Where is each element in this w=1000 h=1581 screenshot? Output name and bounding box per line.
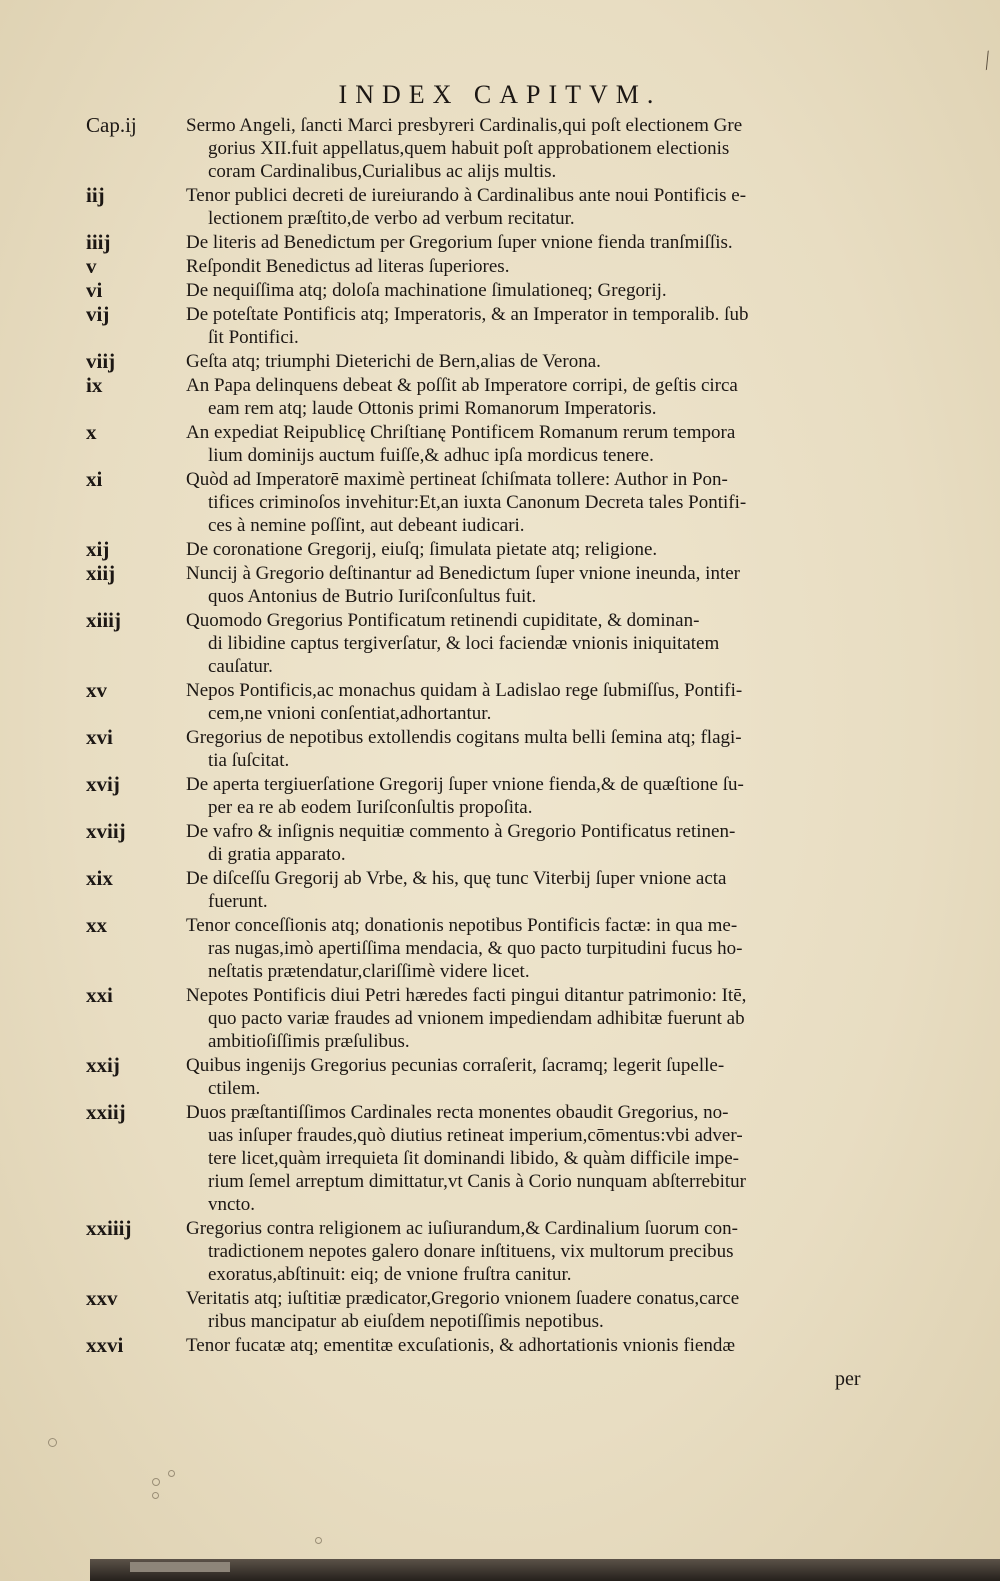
chapter-summary bbox=[186, 984, 886, 1053]
chapter-summary bbox=[186, 1217, 886, 1286]
chapter-number: xxi bbox=[86, 983, 113, 1007]
summary-line: coram Cardinalibus,Curialibus ac alijs multis. bbox=[208, 161, 557, 182]
summary-line: cem,ne vnioni conſentiat,adhortantur. bbox=[208, 703, 492, 724]
chapter-summary bbox=[186, 255, 886, 278]
summary-line: Sermo Angeli, ſancti Marci presbyreri Cardinalis,qui poſt electionem Gre bbox=[186, 115, 743, 136]
index-entry bbox=[86, 421, 886, 467]
index-entry bbox=[86, 820, 886, 866]
summary-line: exoratus,abſtinuit: eiq; de vnione fruſtra canitur. bbox=[208, 1264, 572, 1285]
summary-line: Tenor fucatæ atq; ementitæ excuſationis, & adhortationis vnionis fiendæ bbox=[186, 1335, 736, 1356]
chapter-summary bbox=[186, 1287, 886, 1333]
summary-line: di gratia apparato. bbox=[208, 844, 346, 865]
paper-speck bbox=[48, 1438, 57, 1447]
chapter-number: xiij bbox=[86, 561, 116, 585]
summary-line: ctilem. bbox=[208, 1078, 261, 1099]
chapter-summary bbox=[186, 303, 886, 349]
summary-line: lium dominijs auctum fuiſſe,& adhuc ipſa mordicus tenere. bbox=[208, 445, 654, 466]
summary-line: eam rem atq; laude Ottonis primi Romanorum Imperatoris. bbox=[208, 398, 657, 419]
summary-line: ſit Pontifici. bbox=[208, 327, 299, 348]
page-corner-mark: ⁄ bbox=[979, 48, 996, 74]
summary-line: De coronatione Gregorij, eiuſq; ſimulata pietate atq; religione. bbox=[186, 539, 658, 560]
summary-line: di libidine captus tergiverſatur, & loci faciendæ vnionis iniquitatem bbox=[208, 633, 720, 654]
summary-line: gorius XII.fuit appellatus,quem habuit poſt approbationem electionis bbox=[208, 138, 730, 159]
summary-line: ces à nemine poſſint, aut debeant iudicari. bbox=[208, 515, 525, 536]
index-entry bbox=[86, 1217, 886, 1286]
index-entry bbox=[86, 914, 886, 983]
summary-line: De aperta tergiuerſatione Gregorij ſuper vnione fienda,& de quæſtione ſu- bbox=[186, 774, 744, 795]
chapter-summary bbox=[186, 1101, 886, 1216]
summary-line: tifices criminoſos invehitur:Et,an iuxta Canonum Decreta tales Pontifi- bbox=[208, 492, 747, 513]
index-entry bbox=[86, 350, 886, 373]
summary-line: neſtatis prætendatur,clariſſimè videre licet. bbox=[208, 961, 530, 982]
catchword: per bbox=[835, 1368, 861, 1390]
index-entry bbox=[86, 773, 886, 819]
chapter-number: xxv bbox=[86, 1286, 118, 1310]
chapter-number: xiiij bbox=[86, 608, 121, 632]
chapter-number: xi bbox=[86, 467, 103, 491]
chapter-number: xxij bbox=[86, 1053, 120, 1077]
index-entry bbox=[86, 538, 886, 561]
chapter-summary bbox=[186, 231, 886, 254]
chapter-number: v bbox=[86, 254, 97, 278]
index-entry bbox=[86, 1101, 886, 1216]
chapter-summary bbox=[186, 914, 886, 983]
summary-line: fuerunt. bbox=[208, 891, 268, 912]
paper-speck bbox=[152, 1478, 160, 1486]
index-entry bbox=[86, 231, 886, 254]
summary-line: Reſpondit Benedictus ad literas ſuperiores. bbox=[186, 256, 510, 277]
index-entry bbox=[86, 984, 886, 1053]
summary-line: rium ſemel arreptum dimittatur,vt Canis à Corio nunquam abſterrebitur bbox=[208, 1171, 746, 1192]
paper-speck bbox=[315, 1537, 322, 1544]
chapter-number: xv bbox=[86, 678, 107, 702]
index-entry bbox=[86, 1287, 886, 1333]
summary-line: De vafro & inſignis nequitiæ commento à Gregorio Pontificatus retinen- bbox=[186, 821, 736, 842]
summary-line: tradictionem nepotes galero donare inſtituens, vix multorum precibus bbox=[208, 1241, 734, 1262]
chapter-number: xvij bbox=[86, 772, 120, 796]
chapter-number: vij bbox=[86, 302, 110, 326]
summary-line: ribus mancipatur ab eiuſdem nepotiſſimis nepotibus. bbox=[208, 1311, 604, 1332]
chapter-summary bbox=[186, 726, 886, 772]
index-entry bbox=[86, 609, 886, 678]
chapter-number: x bbox=[86, 420, 97, 444]
chapter-summary bbox=[186, 773, 886, 819]
chapter-number: Cap.ij bbox=[86, 113, 137, 137]
summary-line: An Papa delinquens debeat & poſſit ab Imperatore corripi, de geſtis circa bbox=[186, 375, 738, 396]
book-edge-shadow bbox=[90, 1559, 1000, 1581]
chapter-summary bbox=[186, 421, 886, 467]
summary-line: De literis ad Benedictum per Gregorium ſuper vnione fienda tranſmiſſis. bbox=[186, 232, 733, 253]
index-entry bbox=[86, 374, 886, 420]
index-entry bbox=[86, 114, 886, 183]
summary-line: De nequiſſima atq; doloſa machinatione ſimulationeq; Gregorij. bbox=[186, 280, 667, 301]
index-entry bbox=[86, 303, 886, 349]
summary-line: quos Antonius de Butrio Iuriſconſultus fuit. bbox=[208, 586, 537, 607]
summary-line: Quòd ad Imperatorē maximè pertineat ſchiſmata tollere: Author in Pon- bbox=[186, 469, 728, 490]
chapter-number: vi bbox=[86, 278, 103, 302]
summary-line: Duos præſtantiſſimos Cardinales recta monentes obaudit Gregorius, no- bbox=[186, 1102, 729, 1123]
summary-line: cauſatur. bbox=[208, 656, 273, 677]
summary-line: Nuncij à Gregorio deſtinantur ad Benedictum ſuper vnione ineunda, inter bbox=[186, 563, 740, 584]
index-entry bbox=[86, 562, 886, 608]
paper-speck bbox=[168, 1470, 175, 1477]
chapter-summary bbox=[186, 538, 886, 561]
summary-line: Quomodo Gregorius Pontificatum retinendi cupiditate, & dominan- bbox=[186, 610, 700, 631]
page-title: INDEX CAPITVM. bbox=[338, 80, 662, 109]
summary-line: per ea re ab eodem Iuriſconſultis propoſita. bbox=[208, 797, 533, 818]
summary-line: ras nugas,imò apertiſſima mendacia, & quo pacto turpitudini fucus ho- bbox=[208, 938, 743, 959]
summary-line: De diſceſſu Gregorij ab Vrbe, & his, quę tunc Viterbij ſuper vnione acta bbox=[186, 868, 727, 889]
summary-line: Gregorius contra religionem ac iuſiurandum,& Cardinalium ſuorum con- bbox=[186, 1218, 738, 1239]
chapter-summary bbox=[186, 820, 886, 866]
summary-line: Tenor conceſſionis atq; donationis nepotibus Pontificis factæ: in qua me- bbox=[186, 915, 738, 936]
index-entry bbox=[86, 1054, 886, 1100]
index-entry bbox=[86, 184, 886, 230]
index-entry bbox=[86, 255, 886, 278]
summary-line: lectionem præſtito,de verbo ad verbum recitatur. bbox=[208, 208, 575, 229]
chapter-index-list bbox=[86, 114, 886, 1358]
summary-line: vncto. bbox=[208, 1194, 255, 1215]
summary-line: Quibus ingenijs Gregorius pecunias corraſerit, ſacramq; legerit ſupelle- bbox=[186, 1055, 725, 1076]
index-entry bbox=[86, 279, 886, 302]
chapter-summary bbox=[186, 609, 886, 678]
index-entry bbox=[86, 679, 886, 725]
chapter-summary bbox=[186, 184, 886, 230]
summary-line: ambitioſiſſimis præſulibus. bbox=[208, 1031, 410, 1052]
chapter-summary bbox=[186, 468, 886, 537]
chapter-number: xvi bbox=[86, 725, 113, 749]
summary-line: Geſta atq; triumphi Dieterichi de Bern,alias de Verona. bbox=[186, 351, 601, 372]
chapter-summary bbox=[186, 350, 886, 373]
summary-line: tia ſuſcitat. bbox=[208, 750, 290, 771]
summary-line: Nepotes Pontificis diui Petri hæredes facti pingui ditantur patrimonio: Itē, bbox=[186, 985, 747, 1006]
chapter-summary bbox=[186, 679, 886, 725]
index-entry bbox=[86, 867, 886, 913]
chapter-summary bbox=[186, 562, 886, 608]
chapter-number: xx bbox=[86, 913, 107, 937]
chapter-number: ix bbox=[86, 373, 103, 397]
summary-line: De poteſtate Pontificis atq; Imperatoris, & an Imperator in temporalib. ſub bbox=[186, 304, 749, 325]
index-entry bbox=[86, 726, 886, 772]
chapter-summary bbox=[186, 374, 886, 420]
chapter-summary bbox=[186, 279, 886, 302]
index-entry bbox=[86, 468, 886, 537]
summary-line: quo pacto variæ fraudes ad vnionem impediendam adhibitæ fuerunt ab bbox=[208, 1008, 745, 1029]
chapter-number: xxvi bbox=[86, 1333, 124, 1357]
summary-line: Gregorius de nepotibus extollendis cogitans multa belli ſemina atq; flagi- bbox=[186, 727, 742, 748]
paper-speck bbox=[152, 1492, 159, 1499]
chapter-number: iij bbox=[86, 183, 105, 207]
index-entry bbox=[86, 1334, 886, 1357]
chapter-number: viij bbox=[86, 349, 116, 373]
chapter-summary bbox=[186, 1054, 886, 1100]
chapter-summary bbox=[186, 867, 886, 913]
summary-line: uas inſuper fraudes,quò diutius retineat imperium,cōmentus:vbi adver- bbox=[208, 1125, 743, 1146]
summary-line: tere licet,quàm irrequieta ſit dominandi libido, & quàm difficile impe- bbox=[208, 1148, 739, 1169]
chapter-number: iiij bbox=[86, 230, 111, 254]
summary-line: An expediat Reipublicę Chriſtianę Pontificem Romanum rerum tempora bbox=[186, 422, 736, 443]
chapter-summary bbox=[186, 114, 886, 183]
chapter-number: xix bbox=[86, 866, 113, 890]
chapter-number: xij bbox=[86, 537, 110, 561]
chapter-number: xxiiij bbox=[86, 1216, 132, 1240]
chapter-number: xxiij bbox=[86, 1100, 126, 1124]
chapter-number: xviij bbox=[86, 819, 126, 843]
summary-line: Nepos Pontificis,ac monachus quidam à Ladislao rege ſubmiſſus, Pontifi- bbox=[186, 680, 743, 701]
summary-line: Tenor publici decreti de iureiurando à Cardinalibus ante noui Pontificis e- bbox=[186, 185, 747, 206]
chapter-summary bbox=[186, 1334, 886, 1357]
summary-line: Veritatis atq; iuſtitiæ prædicator,Gregorio vnionem ſuadere conatus,carce bbox=[186, 1288, 740, 1309]
